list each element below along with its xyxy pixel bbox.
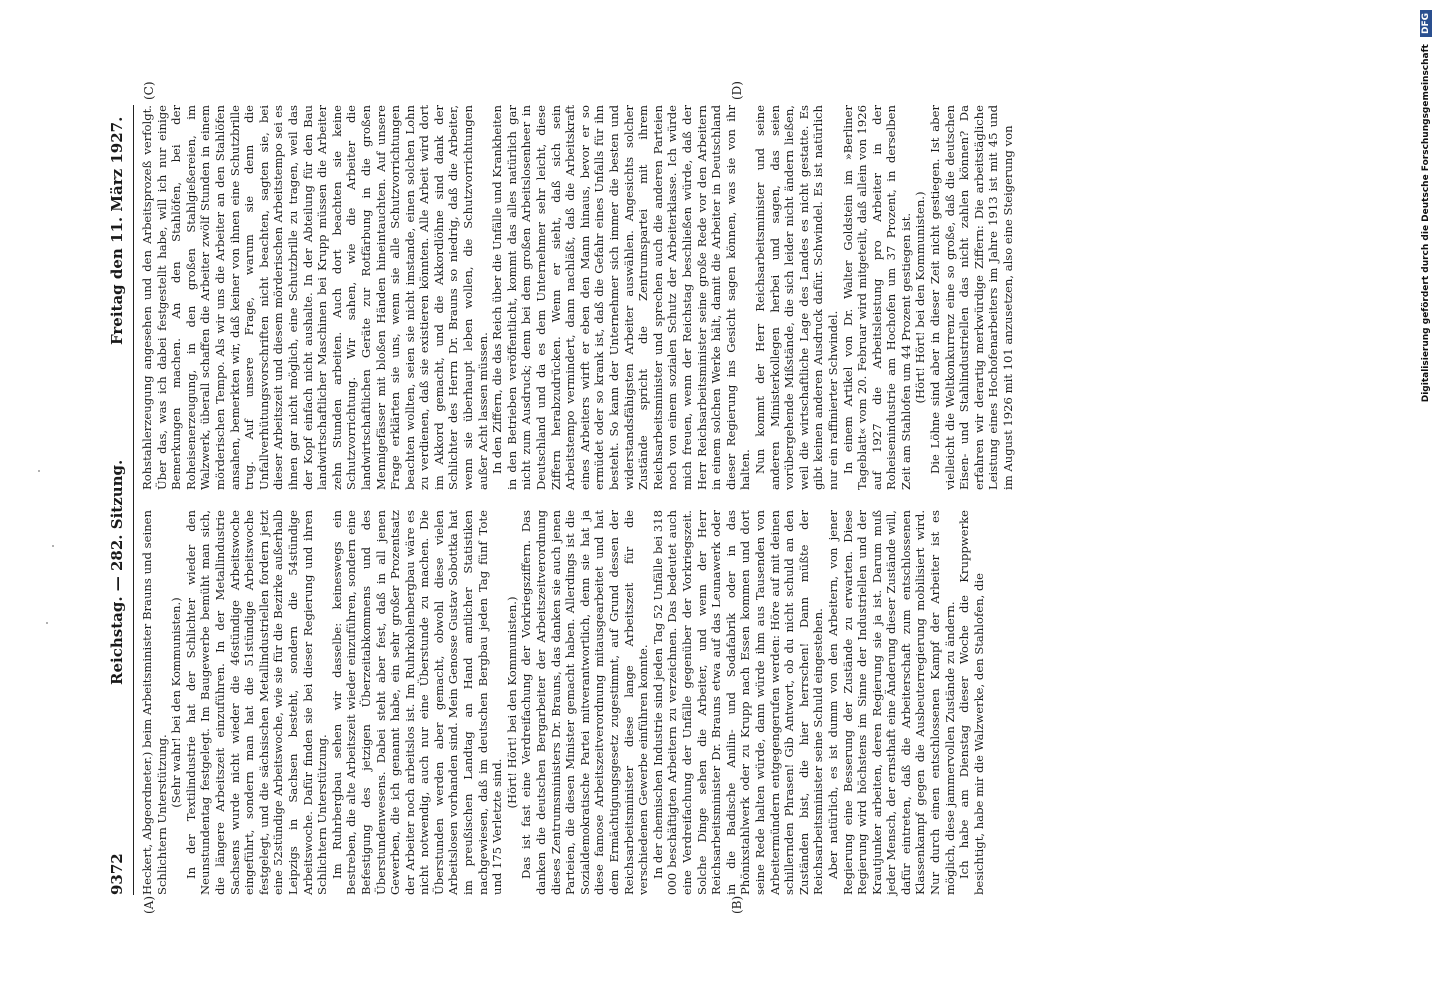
- margin-marker-c: (C): [142, 81, 156, 100]
- scan-speck: [52, 545, 54, 547]
- dfg-stamp: [1418, 10, 1434, 990]
- session-date: Freitag den 11. März 1927.: [108, 116, 126, 345]
- page-header: [108, 105, 130, 895]
- paragraph: Rohstahlerzeugung angesehen und den Arbeitsprozeß verfolgt. Über das, was ich dabei festgestellt habe, will ich nur einige Bemerkungen machen. An den Stahlöfen, bei der Roheisenerzeugung, in den großen Stahlgießereien, im Walzwerk, überall schaffen die Arbeiter zwölf Stunden in einem mörderischen Tempo. Als wir uns die Arbeiter an den Stahlöfen ansahen, bemerkten wir, daß keiner von ihnen eine Schutzbrille trug. Auf unsere Frage, warum sie denn die Unfallverhütungsvorschriften nicht beachten, sagten sie, bei dieser Arbeitszeit und diesem mörderischen Arbeitstempo sei es ihnen gar nicht möglich, eine Schutzbrille zu tragen, weil das der Kopf einfach nicht aushalte. In der Abteilung für den Bau landwirtschaftlicher Maschinen bei Krupp müssen die Arbeiter zehn Stunden arbeiten. Auch dort beachten sie keine Schutzvorrichtung. Wir sahen, wie die Arbeiter die landwirtschaftlichen Geräte zur Rotfärbung in die großen Mennigefässer mit bloßen Händen hineintauchten. Auf unsere Frage erklärten sie uns, wenn sie alle Schutzvorrichtungen beachten wollten, seien sie nicht imstande, einen solchen Lohn zu verdienen, daß sie existieren könnten. Alle Arbeit wird dort im Akkord gemacht, und die Akkordlöhne sind dank der Schlichter des Herrn Dr. Brauns so niedrig, daß die Arbeiter, wenn sie überhaupt leben wollen, die Schutzvorrichtungen außer Acht lassen müssen.: [140, 105, 490, 490]
- paragraph: Heckert, Abgeordneter.) beim Arbeitsminister Brauns und seinen Schlichtern Unterstützung.: [140, 510, 169, 895]
- paragraph: Nun kommt der Herr Reichsarbeitsminister und seine anderen Ministerkollegen herbei und sagen, das seien vorübergehende Mißstände, die sich leider nicht ändern ließen, weil die wirtschaftliche Lage des Landes es nicht gestatte. Es gibt keinen anderen Ausdruck dafür. Schwindel. Es ist natürlich nur ein raffinierter Schwindel.: [752, 105, 840, 490]
- paragraph: In der chemischen Industrie sind jeden Tag 52 Unfälle bei 318 000 beschäftigten Arbeitern zu verzeichnen. Das bedeutet auch eine Verdreifachung der Unfälle gegenüber der Vorkriegszeit. Solche Dinge sehen die Arbeiter, und wenn der Herr Reichsarbeitsminister Dr. Brauns etwa auf das Leunawerk oder in die Badische Anilin- und Sodafabrik oder in das Phönixstahlwerk oder zu Krupp nach Essen kommen und dort seine Rede halten würde, dann würde ihm aus Tausenden von Arbeitermündern entgegengerufen werden: Höre auf mit deinen schillernden Phrasen! Gib Antwort, ob du nicht schuld an den Zuständen bist, die hier herrschen! Dann müßte der Reichsarbeitsminister seine Schuld eingestehen.: [650, 510, 826, 895]
- scan-speck: [46, 622, 48, 624]
- margin-marker-d: (D): [730, 81, 744, 100]
- dfg-funding-text: Digitalisierung gefördert durch die Deutsche Forschungsgemeinschaft: [1421, 44, 1431, 403]
- interjection: (Hört! Hört! bei den Kommunisten.): [504, 596, 519, 809]
- session-title: Reichstag. — 282. Sitzung.: [108, 459, 126, 685]
- interjection: (Sehr wahr! bei den Kommunisten.): [169, 597, 184, 808]
- page-number: 9372: [108, 853, 126, 895]
- paragraph: Ich habe am Dienstag dieser Woche die Kruppwerke besichtigt, habe mir die Walzwerke, den Stahlofen, die: [957, 510, 986, 895]
- left-column: [140, 510, 986, 895]
- paragraph: Die Löhne sind aber in dieser Zeit nicht gestiegen. Ist aber vielleicht die Weltkonkurrenz eine so große, daß die deutschen Eisen- und Stahlindustriellen das nicht zahlen können? Da erfahren wir derartig merkwürdige Ziffern: Die arbeitstägliche Leistung eines Hochofenarbeiters im Jahre 1913 ist mit 45 und im August 1926 mit 101 anzusetzen, also eine Steigerung von: [928, 105, 1016, 490]
- interjection: (Hört! Hört! bei den Kommunisten.): [913, 191, 928, 404]
- scan-speck: [38, 470, 40, 472]
- paragraph: In der Textilindustrie hat der Schlichter wieder den Neunstundentag festgelegt. Im Baugewerbe bemüht man sich, die längere Arbeitszeit einzuführen. In der Metallindustrie Sachsens wurde nicht wieder die 46stündige Arbeitswoche eingeführt, sondern man hat die 51stündige Arbeitswoche festgelegt, und die sächsischen Metallindustriellen fordern jetzt eine 52stündige Arbeitswoche, wie sie für die Bezirke außerhalb Leipzigs in Sachsen besteht, sondern die 54stündige Arbeitswoche. Dafür finden sie bei dieser Regierung und ihren Schlichtern Unterstützung.: [183, 510, 330, 895]
- margin-marker-b: (B): [730, 895, 744, 914]
- dfg-logo: DFG: [1420, 10, 1432, 37]
- paragraph: Im Ruhrbergbau sehen wir dasselbe: keineswegs ein Bestreben, die alte Arbeitszeit wieder einzuführen, sondern eine Befestigung des jetzigen Überzeitabkommens und des Überstundenwesens. Dabei steht aber fest, daß in all jenen Gewerben, die ich genannt habe, ein sehr großer Prozentsatz der Arbeiter noch arbeitslos ist. Im Ruhrkohlenbergbau wäre es nicht notwendig, auch nur eine Überstunde zu machen. Die Überstunden werden aber gemacht, obwohl diese vielen Arbeitslosen vorhanden sind. Mein Genosse Gustav Sobottka hat im preußischen Landtag an Hand amtlicher Statistiken nachgewiesen, daß im deutschen Bergbau jeden Tag fünf Tote und 175 Verletzte sind.: [329, 510, 505, 895]
- header-rule: [133, 105, 134, 895]
- paragraph: Aber natürlich, es ist dumm von den Arbeitern, von jener Regierung eine Besserung der Zustände zu erwarten. Diese Regierung wird höchstens im Sinne der Industriellen und der Krautjunker arbeiten, deren Regierung sie ja ist. Darum muß jeder Mensch, der ernsthaft eine Änderung dieser Zustände will, dafür eintreten, daß die Arbeiterschaft zum entschlossenen Klassenkampf gegen die Ausbeuterregierung mobilisiert wird. Nur durch einen entschlossenen Kampf der Arbeiter ist es möglich, diese jammervollen Zustände zu ändern.: [825, 510, 957, 895]
- margin-marker-a: (A): [142, 895, 156, 914]
- paragraph: In den Ziffern, die das Reich über die Unfälle und Krankheiten in den Betrieben veröffentlicht, kommt das alles natürlich gar nicht zum Ausdruck; denn bei dem großen Arbeitslosenheer in Deutschland und da es dem Unternehmer sehr leicht, diese Ziffern herabzudrücken. Wenn er sieht, daß sich sein Arbeitstempo vermindert, dann nachläßt, daß die Arbeitskraft eines Arbeiters wirft er eben den Mann hinaus, bevor er so ermüdet oder so krank ist, daß die Gefahr eines Unfalls für ihn besteht. So kann der Unternehmer sich immer die besten und widerstandsfähigsten Arbeiter auswählen. Angesichts solcher Zustände spricht die Zentrumspartei mit ihrem Reichsarbeitsminister und sprechen auch die anderen Parteien noch von einem sozialen Schutz der Arbeiterklasse. Ich würde mich freuen, wenn der Reichstag beschließen würde, daß der Herr Reichsarbeitsminister seine große Rede vor den Arbeitern in einem solchen Werke hält, damit die Arbeiter in Deutschland dieser Regierung ins Gesicht sagen können, was sie von ihr halten.: [490, 105, 753, 490]
- paragraph: Das ist fast eine Verdreifachung der Vorkriegsziffern. Das danken die deutschen Bergarbeiter der Arbeitszeitverordnung dieses Zentrumsministers Dr. Brauns, das danken sie auch jenen Parteien, die diesen Minister gemacht haben. Allerdings ist die Sozialdemokratische Partei mitverantwortlich, denn sie hat ja diese famose Arbeitszeitverordnung mitausgearbeitet und hat dem Ermächtigungsgesetz zugestimmt, auf Grund dessen der Reichsarbeitsminister diese lange Arbeitszeit für die verschiedenen Gewerbe einführen konnte.: [519, 510, 651, 895]
- paragraph: In einem Artikel von Dr. Walter Goldstein im »Berliner Tageblatt« vom 20. Februar wird mitgeteilt, daß allein von 1926 auf 1927 die Arbeitsleistung pro Arbeiter in der Roheisenindustrie am Hochofen um 37 Prozent, in derselben Zeit am Stahlofen um 44 Prozent gestiegen ist.: [840, 105, 913, 490]
- dfg-stamp-text: [1418, 10, 1434, 990]
- right-column: [140, 105, 1016, 490]
